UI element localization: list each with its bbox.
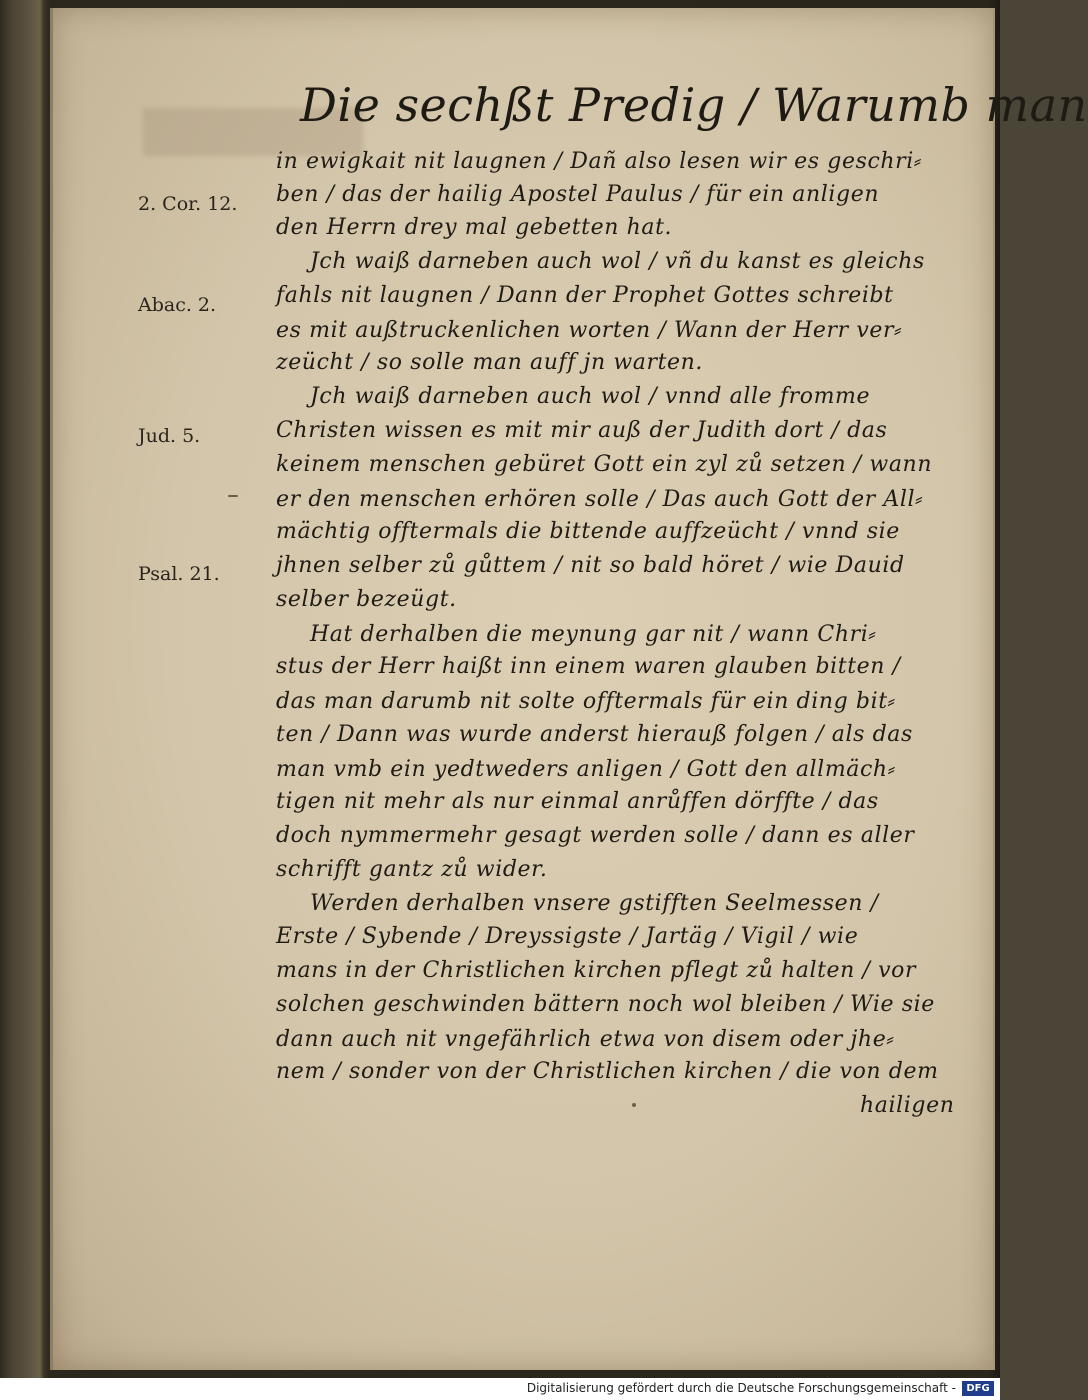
text-line: den Herrn drey mal gebetten hat. (276, 215, 673, 240)
text-line: in ewigkait nit laugnen / Dañ also lesen wir es geschri⸗ (276, 149, 922, 174)
text-line: solchen geschwinden bättern noch wol bleiben / Wie sie (276, 992, 935, 1017)
text-line: Jch waiß darneben auch wol / vñ du kanst es gleichs (310, 249, 925, 274)
catchword: hailigen (860, 1093, 955, 1118)
text-line: doch nymmermehr gesagt werden solle / dann es aller (276, 823, 915, 848)
text-line: tigen nit mehr als nur einmal anrůffen dörffte / das (276, 789, 879, 814)
text-line: mächtig offtermals die bittende auffzeücht / vnnd sie (276, 519, 900, 544)
margin-note: 2. Cor. 12. (138, 193, 238, 215)
text-line: das man darumb nit solte offtermals für ein ding bit⸗ (276, 689, 896, 714)
text-line: zeücht / so solle man auff jn warten. (276, 350, 704, 375)
text-line: man vmb ein yedtweders anligen / Gott den allmäch⸗ (276, 757, 896, 782)
text-line: mans in der Christlichen kirchen pflegt zů halten / vor (276, 958, 917, 983)
text-line: stus der Herr haißt inn einem waren glauben bitten / (276, 654, 901, 679)
text-line: dann auch nit vngefährlich etwa von disem oder jhe⸗ (276, 1027, 895, 1052)
footer-credit: Digitalisierung gefördert durch die Deutsche Forschungsgemeinschaft - (526, 1381, 956, 1395)
margin-note: Psal. 21. (138, 563, 220, 585)
text-line: keinem menschen gebüret Gott ein zyl zů setzen / wann (276, 452, 933, 477)
footer-bar (0, 1378, 1000, 1400)
text-line: fahls nit laugnen / Dann der Prophet Gottes schreibt (276, 283, 894, 308)
text-line: er den menschen erhören solle / Das auch Gott der All⸗ (276, 487, 924, 512)
text-line: Werden derhalben vnsere gstifften Seelmessen / (310, 891, 879, 916)
dfg-logo: DFG (962, 1381, 994, 1396)
text-line: jhnen selber zů gůttem / nit so bald höret / wie Dauid (276, 553, 905, 578)
text-line: Jch waiß darneben auch wol / vnnd alle fromme (310, 384, 871, 409)
margin-note: Abac. 2. (138, 294, 217, 316)
ink-speck (632, 1103, 636, 1107)
text-line: Hat derhalben die meynung gar nit / wann Chri⸗ (310, 622, 877, 647)
page-header: Die sechßt Predig / Warumb man (300, 78, 1088, 132)
text-line: Erste / Sybende / Dreyssigste / Jartäg / Vigil / wie (276, 924, 859, 949)
text-line: ben / das der hailig Apostel Paulus / für ein anligen (276, 182, 880, 207)
text-line: schrifft gantz zů wider. (276, 857, 548, 882)
margin-note: Jud. 5. (138, 425, 201, 447)
ink-speck (228, 495, 238, 497)
text-line: selber bezeügt. (276, 587, 457, 612)
text-line: es mit außtruckenlichen worten / Wann der Herr ver⸗ (276, 318, 903, 343)
text-line: Christen wissen es mit mir auß der Judith dort / das (276, 418, 888, 443)
text-line: nem / sonder von der Christlichen kirchen / die von dem (276, 1059, 939, 1084)
text-line: ten / Dann was wurde anderst hierauß folgen / als das (276, 722, 913, 747)
